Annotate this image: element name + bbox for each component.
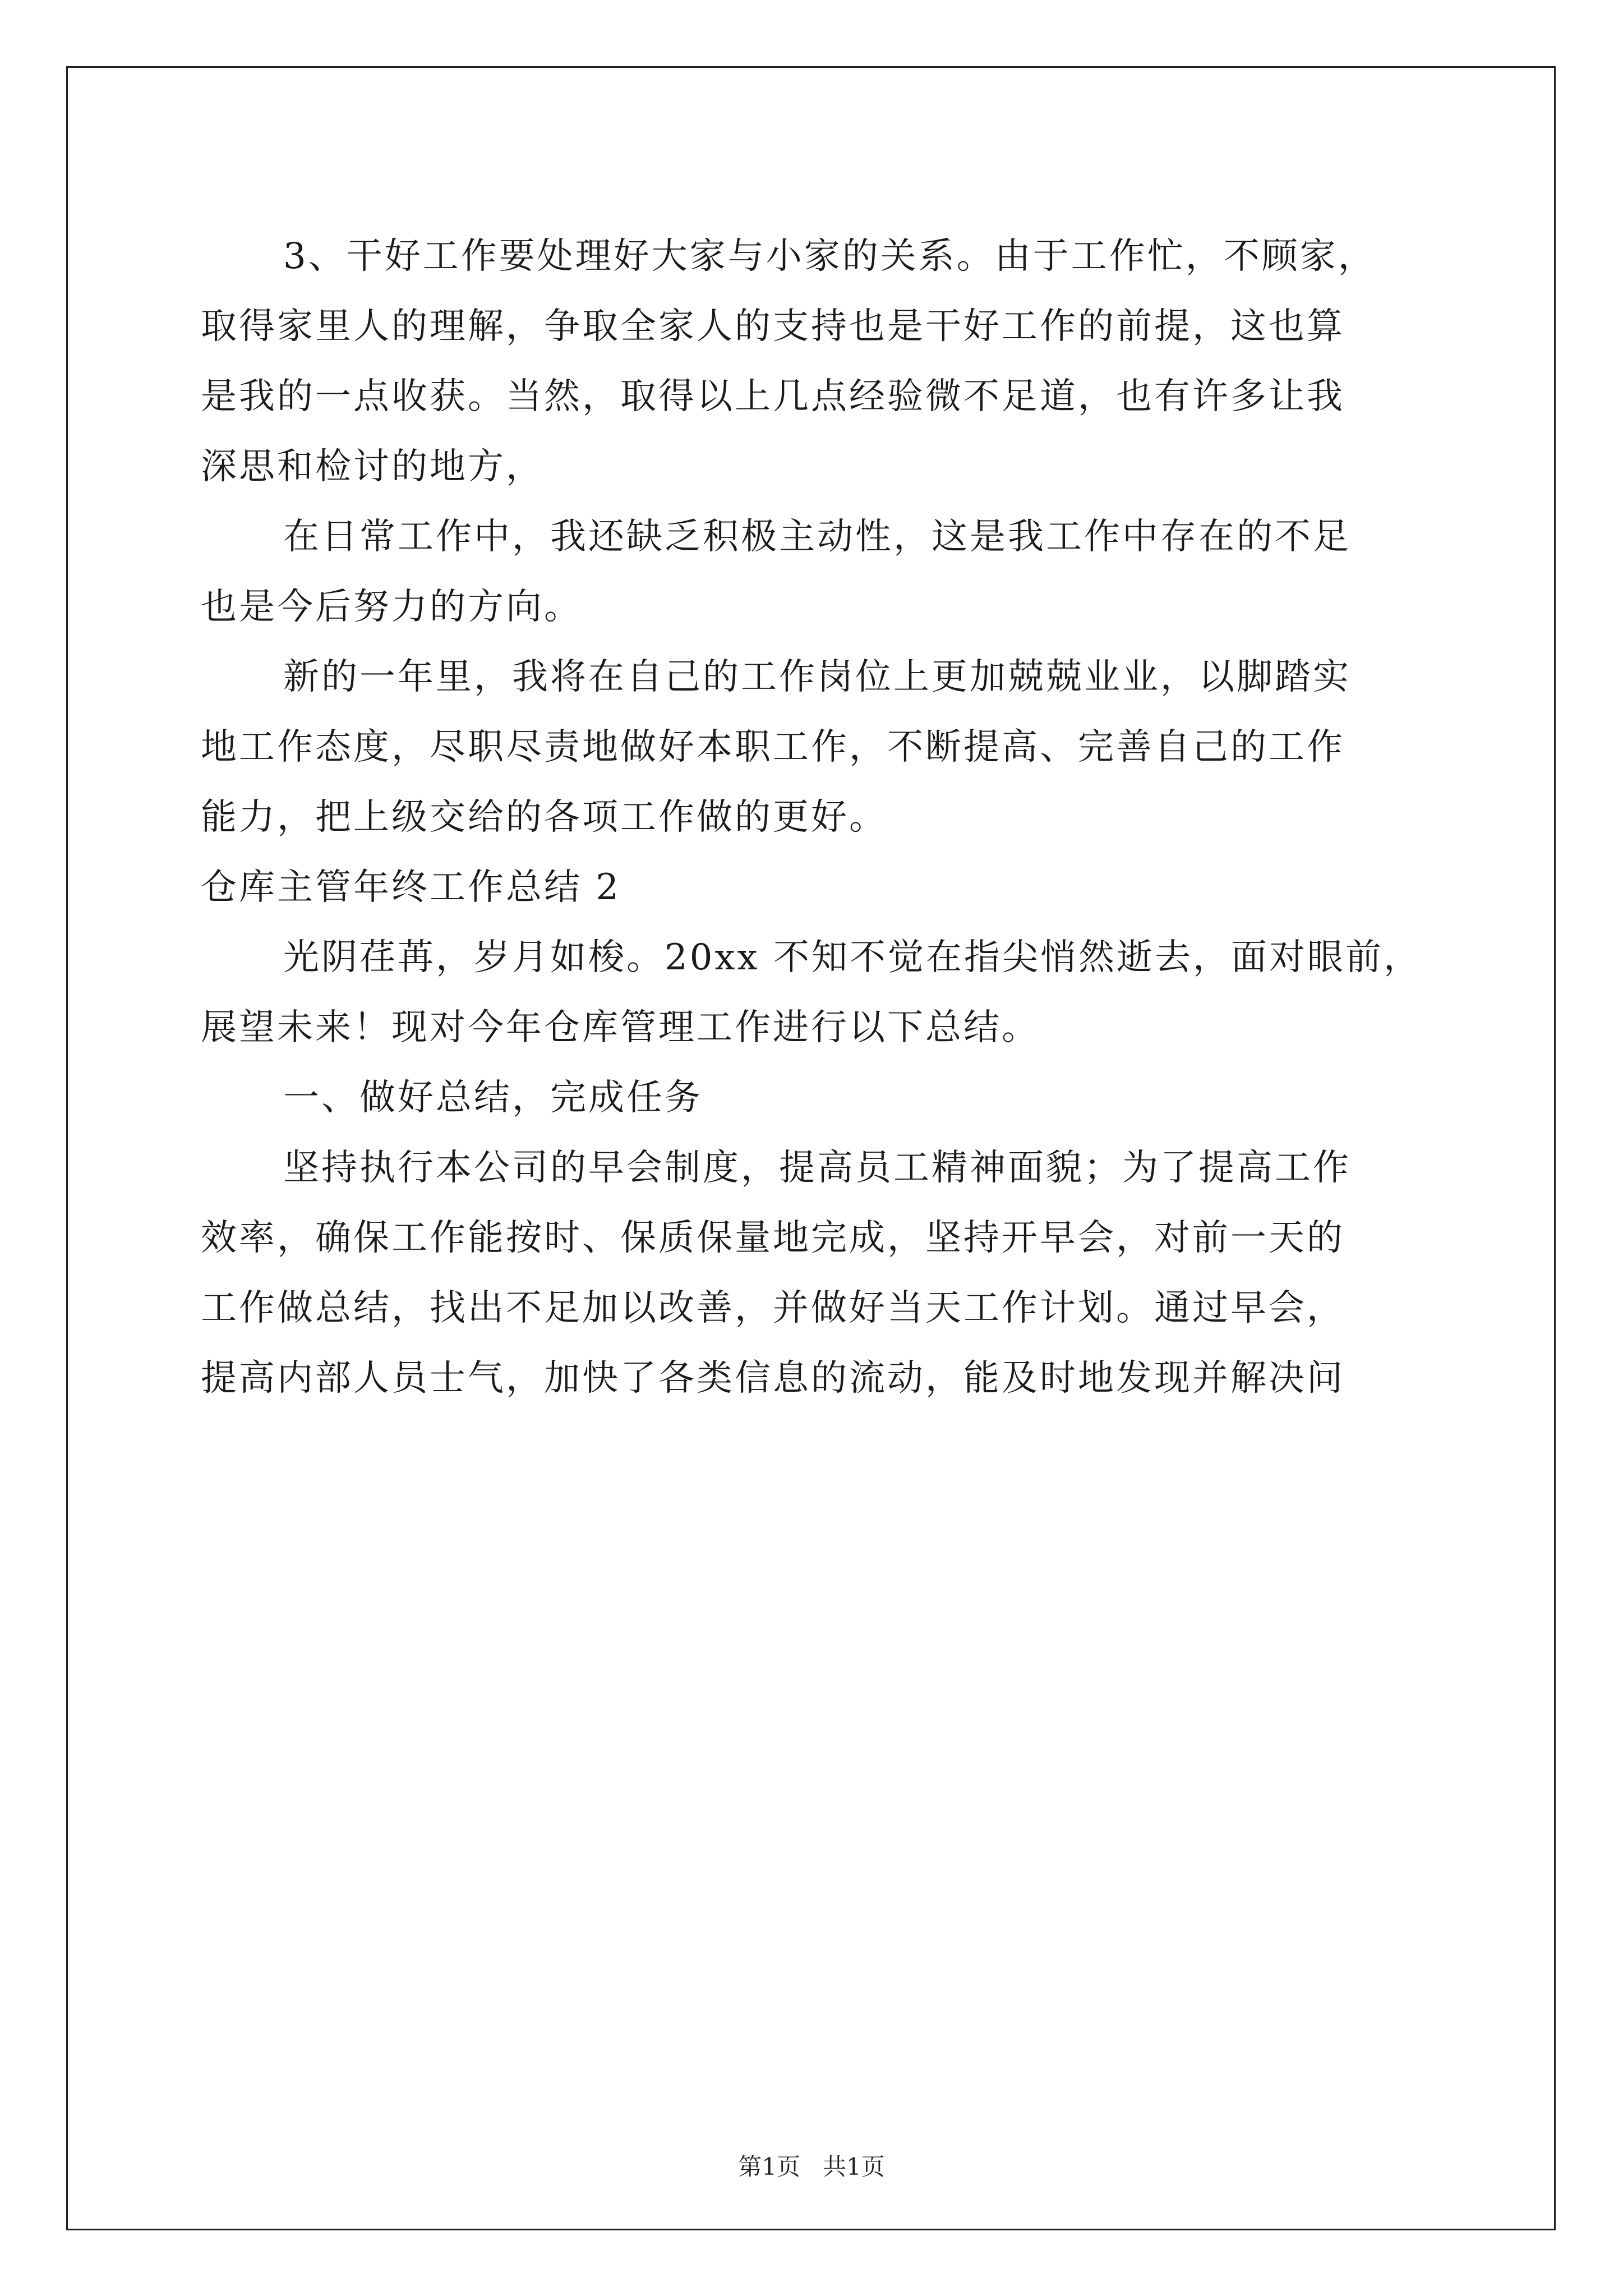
paragraph-line: 地工作态度，尽职尽责地做好本职工作，不断提高、完善自己的工作 [201,726,1345,768]
paragraph-line: 新的一年里，我将在自己的工作岗位上更加兢兢业业，以脚踏实 [283,656,1351,698]
paragraph-line: 提高内部人员士气，加快了各类信息的流动，能及时地发现并解决问 [201,1358,1345,1399]
section-heading: 仓库主管年终工作总结 2 [201,867,621,908]
paragraph-line: 展望未来！现对今年仓库管理工作进行以下总结。 [201,1007,1040,1048]
paragraph-line: 效率，确保工作能按时、保质保量地完成，坚持开早会，对前一天的 [201,1217,1345,1259]
paragraph-line: 深思和检讨的地方， [201,446,544,487]
paragraph-line: 是我的一点收获。当然，取得以上几点经验微不足道，也有许多让我 [201,376,1345,417]
page-footer: 第1页 共1页 [738,2153,885,2180]
paragraph-line: 光阴荏苒，岁月如梭。20xx 不知不觉在指尖悄然逝去，面对眼前， [283,937,1422,978]
paragraph-line: 在日常工作中，我还缺乏积极主动性，这是我工作中存在的不足 [283,516,1351,558]
paragraph-line: 取得家里人的理解，争取全家人的支持也是干好工作的前提，这也算 [201,306,1345,347]
paragraph-line: 3、干好工作要处理好大家与小家的关系。由于工作忙，不顾家， [283,236,1376,277]
paragraph-line: 坚持执行本公司的早会制度，提高员工精神面貌；为了提高工作 [283,1147,1351,1189]
paragraph-line: 能力，把上级交给的各项工作做的更好。 [201,797,887,838]
paragraph-line: 也是今后努力的方向。 [201,586,582,628]
subsection-heading: 一、做好总结，完成任务 [283,1077,703,1119]
paragraph-line: 工作做总结，找出不足加以改善，并做好当天工作计划。通过早会， [201,1287,1345,1329]
